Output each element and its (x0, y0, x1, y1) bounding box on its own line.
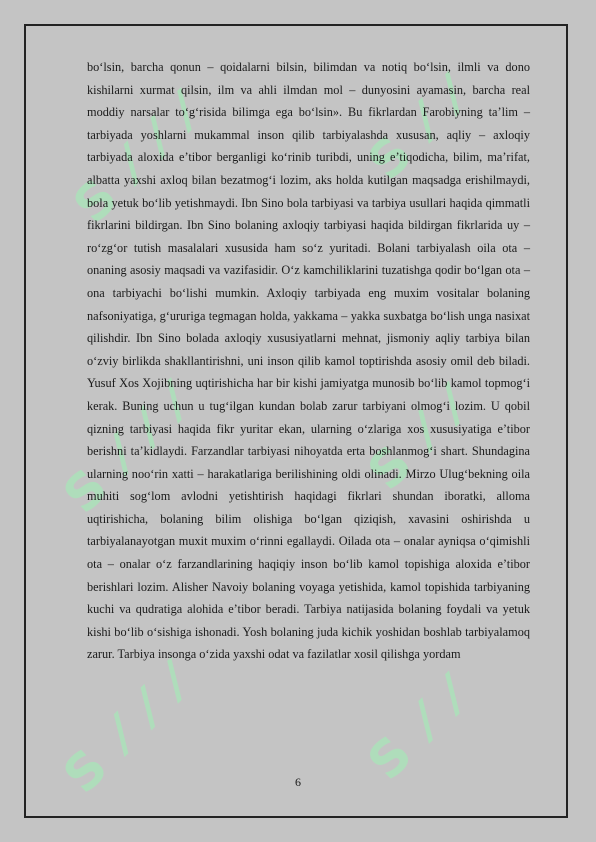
watermark: S ⁄ ⁄ (356, 376, 481, 502)
body-paragraph: bo‘lsin, barcha qonun – qoidalarni bilsin, bilimdan va notiq bo‘lsin, ilmli va dono kishilarni xurmat qilsin, ilm va ahli ilmdan mol – dunyosini ayamasin, barcha real moddiy narsalar to‘g‘risida bilimga ega bo‘lsin». Bu fikrlardan Farobiyning ta’lim – tarbiyada yoshlarni mukammal inson qilib tarbiyalashda xususan, aqliy – axloqiy tarbiyada aloxida e’tibor berganligi ko‘rinib turibdi, uning e’tiqodicha, bilim, ma’rifat, albatta yaxshi axloq bilan bezatmog‘i lozim, aks holda kutilgan maqsadga erishilmaydi, bola yetuk bo‘lib yetishmaydi. Ibn Sino bola tarbiyasi va tarbiya usullari haqida qimmatli fikrlarini bildirgan. Ibn Sino bolaning axloqiy tarbiyasi haqida bildirgan fikrlarida uy – ro‘zg‘or tutish masalalari xususida ham so‘z yuritadi. Bolani tarbiyalash oila ota – onaning asosiy maqsadi va vazifasidir. O‘z kamchiliklarini tuzatishga qodir bo‘lgan ota – ona tarbiyachi bo‘lishi mumkin. Axloqiy tarbiyada eng muxim vositalar bolaning nafsoniyatiga, g‘ururiga tegmagan holda, yakkama – yakka suxbatga bo‘lish unga nasixat qilishdir. Ibn Sino bolada axloqiy xususiyatlarni mehnat, jismoniy aqliy tarbiya bilan o‘zviy birlikda shakllantirishni, uni inson qilib kamol toptirishda asosiy omil deb biladi. Yusuf Xos Xojibning uqtirishicha har bir kishi jamiyatga munosib bo‘lib kamol topmog‘i kerak. Buning uchun u tug‘ilgan kundan bolab zarur tarbiyani olmog‘i lozim. U qobil qizning tarbiyasi haqida fikr yuritar ekan, ularning o‘zlariga xos xususiyatiga e’tibor berishni ta’kidlaydi. Farzandlar tarbiyasi nihoyatda erta boshlanmog‘i shart. Shundagina ularning noo‘rin xatti – harakatlariga berilishining oldi olinadi. Mirzo Ulug‘bekning oila muhiti sog‘lom avlodni yetishtirish haqidagi fikrlari shundan iboratki, alloma uqtirishicha, bolaning bilim olishiga bo‘lgan qiziqish, xavasini oshirishda u tarbiyalanayotgan muxit muxim o‘rinni egallaydi. Oilada ota – onalar ayniqsa o‘qimishli ota – onalar o‘z farzandlarining haqiqiy inson bo‘lib kamol topishiga aloxida e’tibor berishlari lozim. Alisher Navoiy bolaning voyaga yetishida, kamol topishida tarbiyaning kuchi va qudratiga alohida e’tibor beradi. Tarbiya natijasida bolaning foydali va yetuk kishi bo‘lib o‘sishiga ishonadi. Yosh bolaning juda kichik yoshidan boshlab tarbiyalamoq zarur. Tarbiya insonga o‘zida yaxshi odat va fazilatlar xosil qilishga yordam (87, 60, 530, 662)
watermark: S ⁄ ⁄ ⁄ (62, 83, 214, 235)
watermark: S ⁄ ⁄ ⁄ (52, 653, 204, 805)
watermark: S ⁄ ⁄ (356, 66, 481, 192)
watermark: S ⁄ ⁄ (356, 666, 481, 792)
watermark: S ⁄ ⁄ ⁄ (52, 373, 204, 525)
page-number: 6 (295, 775, 301, 789)
